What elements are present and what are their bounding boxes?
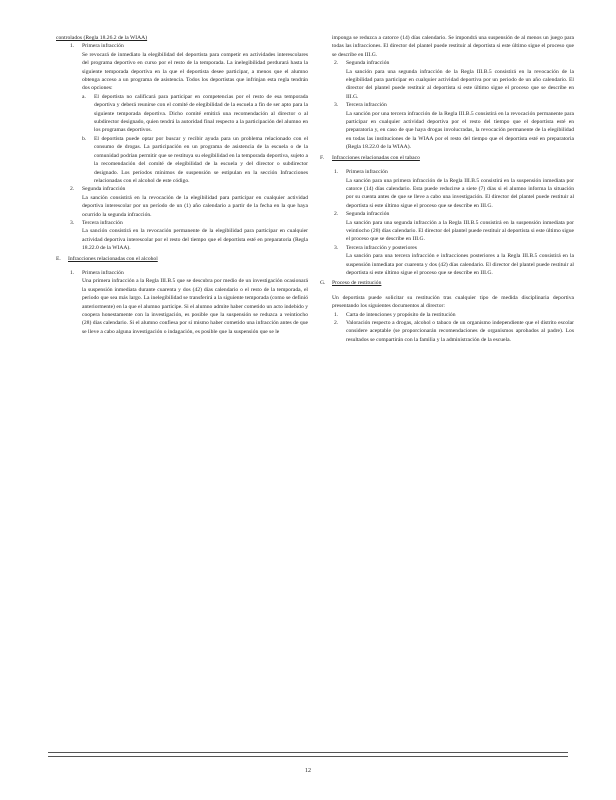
section-heading (320, 154, 574, 162)
intro-line: controlados (Regla 18.26.2 de la WIAA) (56, 35, 148, 41)
item-text: Se revocará de inmediato la elegibilidad del deportista para competir en actividades interescolares del programa deportivo en curso por el resto de la temporada. La inelegibilidad perdurará hasta la siguiente temporada deportiva en la que el deportista desee participar, a menos que el alumno obtenga acceso a un programa de asistencia. Todos los deportistas que infrinjan esta regla tendrán dos opciones: (82, 51, 308, 92)
list-item (82, 135, 308, 185)
item-letter: a. (82, 93, 86, 100)
item-title: Segunda infracción (82, 186, 126, 193)
item-text: Valoración respecto a drogas, alcohol o tabaco de un organismo independiente que el distrito escolar considere aceptable (se proporcionarán recomendaciones de organismos aprobados al padre). Los resultados se compartirán con la familia y la administración de la escuela. (346, 320, 574, 343)
left-column (56, 34, 308, 336)
item-title: Tercera infracción (346, 102, 387, 109)
item-number: 2. (334, 60, 339, 67)
item-text: Carta de intenciones y propósito de la restitución (346, 311, 456, 318)
item-text: La sanción para una tercera infracción e infracciones posteriores a la Regla III.B.5 consistirá en la suspensión inmediata por cuarenta y dos (42) días calendario. El director del plantel puede restituir al deportista si este último sigue el proceso que se describe en III.G. (346, 253, 574, 276)
list-item (334, 244, 574, 278)
item-number: 3. (334, 102, 339, 109)
item-number: 2. (70, 186, 75, 193)
item-number: 2. (334, 320, 339, 326)
item-text: El deportista puede optar por buscar y recibir ayuda para un problema relacionado con el consumo de drogas. La participación en un programa de asistencia de la escuela o de la comunidad podrían permitir que se restituya su elegibilidad en la temporada deportiva, sujeto a la recomendación del comité de elegibilidad de la escuela y del director o subdirector designado. Los períodos mínimos de suspensión se estipulan en la sección Infracciones relacionadas con el alcohol de este código. (94, 135, 308, 184)
item-text: Una primera infracción a la Regla III.B.5 que se descubra por medio de un investigación ocasionará la suspensión inmediata durante cuarenta y dos (42) días calendario o el resto de la temporada, el periodo que sea más largo. La inelegibilidad se transferirá a la siguiente temporada (como se definió anteriormente) en la que el alumno participe. Si el alumno admite haber cometido un acto indebido y coopera honestamente con la investigación, es posible que la suspensión se reduzca a veintiocho (28) días calendario. Si el alumno confiesa por sí mismo haber cometido una infracción antes de que se lleve a cabo alguna investigación o indagación, es posible que la suspensión que se le (82, 278, 308, 335)
section-letter: G. (320, 280, 326, 287)
list-item (334, 59, 574, 101)
right-column (320, 34, 574, 344)
list-item (334, 319, 574, 344)
section-letter: E. (56, 255, 61, 262)
item-number: 1. (70, 269, 75, 276)
item-number: 2. (334, 211, 339, 218)
item-letter: b. (82, 135, 87, 142)
item-number: 3. (334, 244, 339, 251)
list-item (70, 185, 308, 219)
section-title: Infracciones relacionadas con el alcohol (68, 255, 158, 262)
list-item (82, 93, 308, 135)
item-text: La sanción para una segunda infracción a la Regla III.B.5 consistirá en la suspensión inmediata por veintiocho (28) días calendario. El director del plantel puede restituir al deportista si este último sigue el proceso que se describe en III.G. (346, 219, 574, 243)
section-heading (56, 255, 308, 263)
section-heading (320, 279, 574, 287)
item-number: 3. (70, 219, 75, 226)
item-text: La sanción consistirá en la revocación de la elegibilidad para participar en cualquier actividad deportiva interescolar por un período de un (1) año calendario a partir de la fecha en la que haya ocurrido la segunda infracción. (82, 194, 308, 218)
item-text: El deportista no calificará para participar en competencias por el resto de esa temporada deportiva y deberá reunirse con el comité de elegibilidad de la escuela a fin de ser apto para la siguiente temporada deportiva. Dicho comité emitirá una recomendación al director o al subdirector designado, quien tendrá la autoridad final respecto a la participación del alumno en los programas deportivos. (94, 93, 308, 134)
item-title: Segunda infracción (346, 60, 390, 67)
item-title: Primera infracción (82, 269, 124, 276)
item-text: La sanción por una tercera infracción de la Regla III.B.5 consistirá en la revocación permanente para participar en cualquier actividad deportiva por el resto del tiempo que el deportista esté en preparatoria y, en caso de que haya drogas involucradas, la revocación permanente de la elegibilidad en todas las instituciones de la WIAA por el resto del tiempo que el deportista esté en preparatoria (Regla 18.22.0 de la WIAA). (346, 110, 574, 151)
item-title: Tercera infracción (82, 219, 123, 226)
footer-rule (48, 756, 568, 757)
item-number: 1. (70, 43, 75, 50)
section-letter: F. (320, 154, 325, 161)
section-title: Proceso de restitución (332, 280, 382, 287)
list-item (70, 269, 308, 336)
item-text: La sanción para una segunda infracción de la Regla III.B.5 consistirá en la revocación de la elegibilidad para participar en cualquier actividad deportiva por un periodo de un año calendario. El director del plantel puede restituir al deportista si este último sigue el proceso que se describe en III.G. (346, 68, 574, 100)
item-title: Primera infracción (346, 169, 388, 176)
list-item (70, 219, 308, 253)
section-text: Un deportista puede solicitar su restitución tras cualquier tipo de medida disciplinaria deportiva presentando los siguientes documentos al director: (332, 294, 574, 310)
page-number: 12 (305, 768, 311, 774)
item-text: La sanción consistirá en la revocación permanente de la elegibilidad para participar en cualquier actividad deportiva interescolar por el resto del tiempo que el deportista esté en preparatoria (Regla 18.22.0 de la WIAA). (82, 228, 308, 252)
footer-rule (48, 752, 568, 753)
item-title: Segunda infracción (346, 211, 390, 218)
list-item (334, 210, 574, 244)
item-title: Tercera infracción y posteriores (346, 244, 417, 251)
continued-text: imponga se reduzca a catorce (14) días calendario. Se impondrá una suspensión de al menos un juego para todas las infracciones. El director del plantel puede restituir al deportista si este último sigue el proceso que se describe en III.G. (332, 35, 574, 58)
item-text: La sanción para una primera infracción de la Regla III.B.5 consistirá en la suspensión inmediata por catorce (14) días calendario. Esta puede reducirse a siete (7) días si el alumno informa la situación por su cuenta antes de que se lleve a cabo una investigación. El director del plantel puede restituir al deportista si este último sigue el proceso que se describe en III.G. (346, 177, 574, 209)
list-item (70, 42, 308, 92)
item-number: 1. (334, 169, 339, 176)
section-title: Infracciones relacionadas con el tabaco (332, 154, 420, 161)
item-title: Primera infracción (82, 43, 124, 50)
list-item (334, 311, 574, 319)
item-number: 1. (334, 311, 339, 318)
list-item (334, 168, 574, 210)
list-item (334, 101, 574, 151)
